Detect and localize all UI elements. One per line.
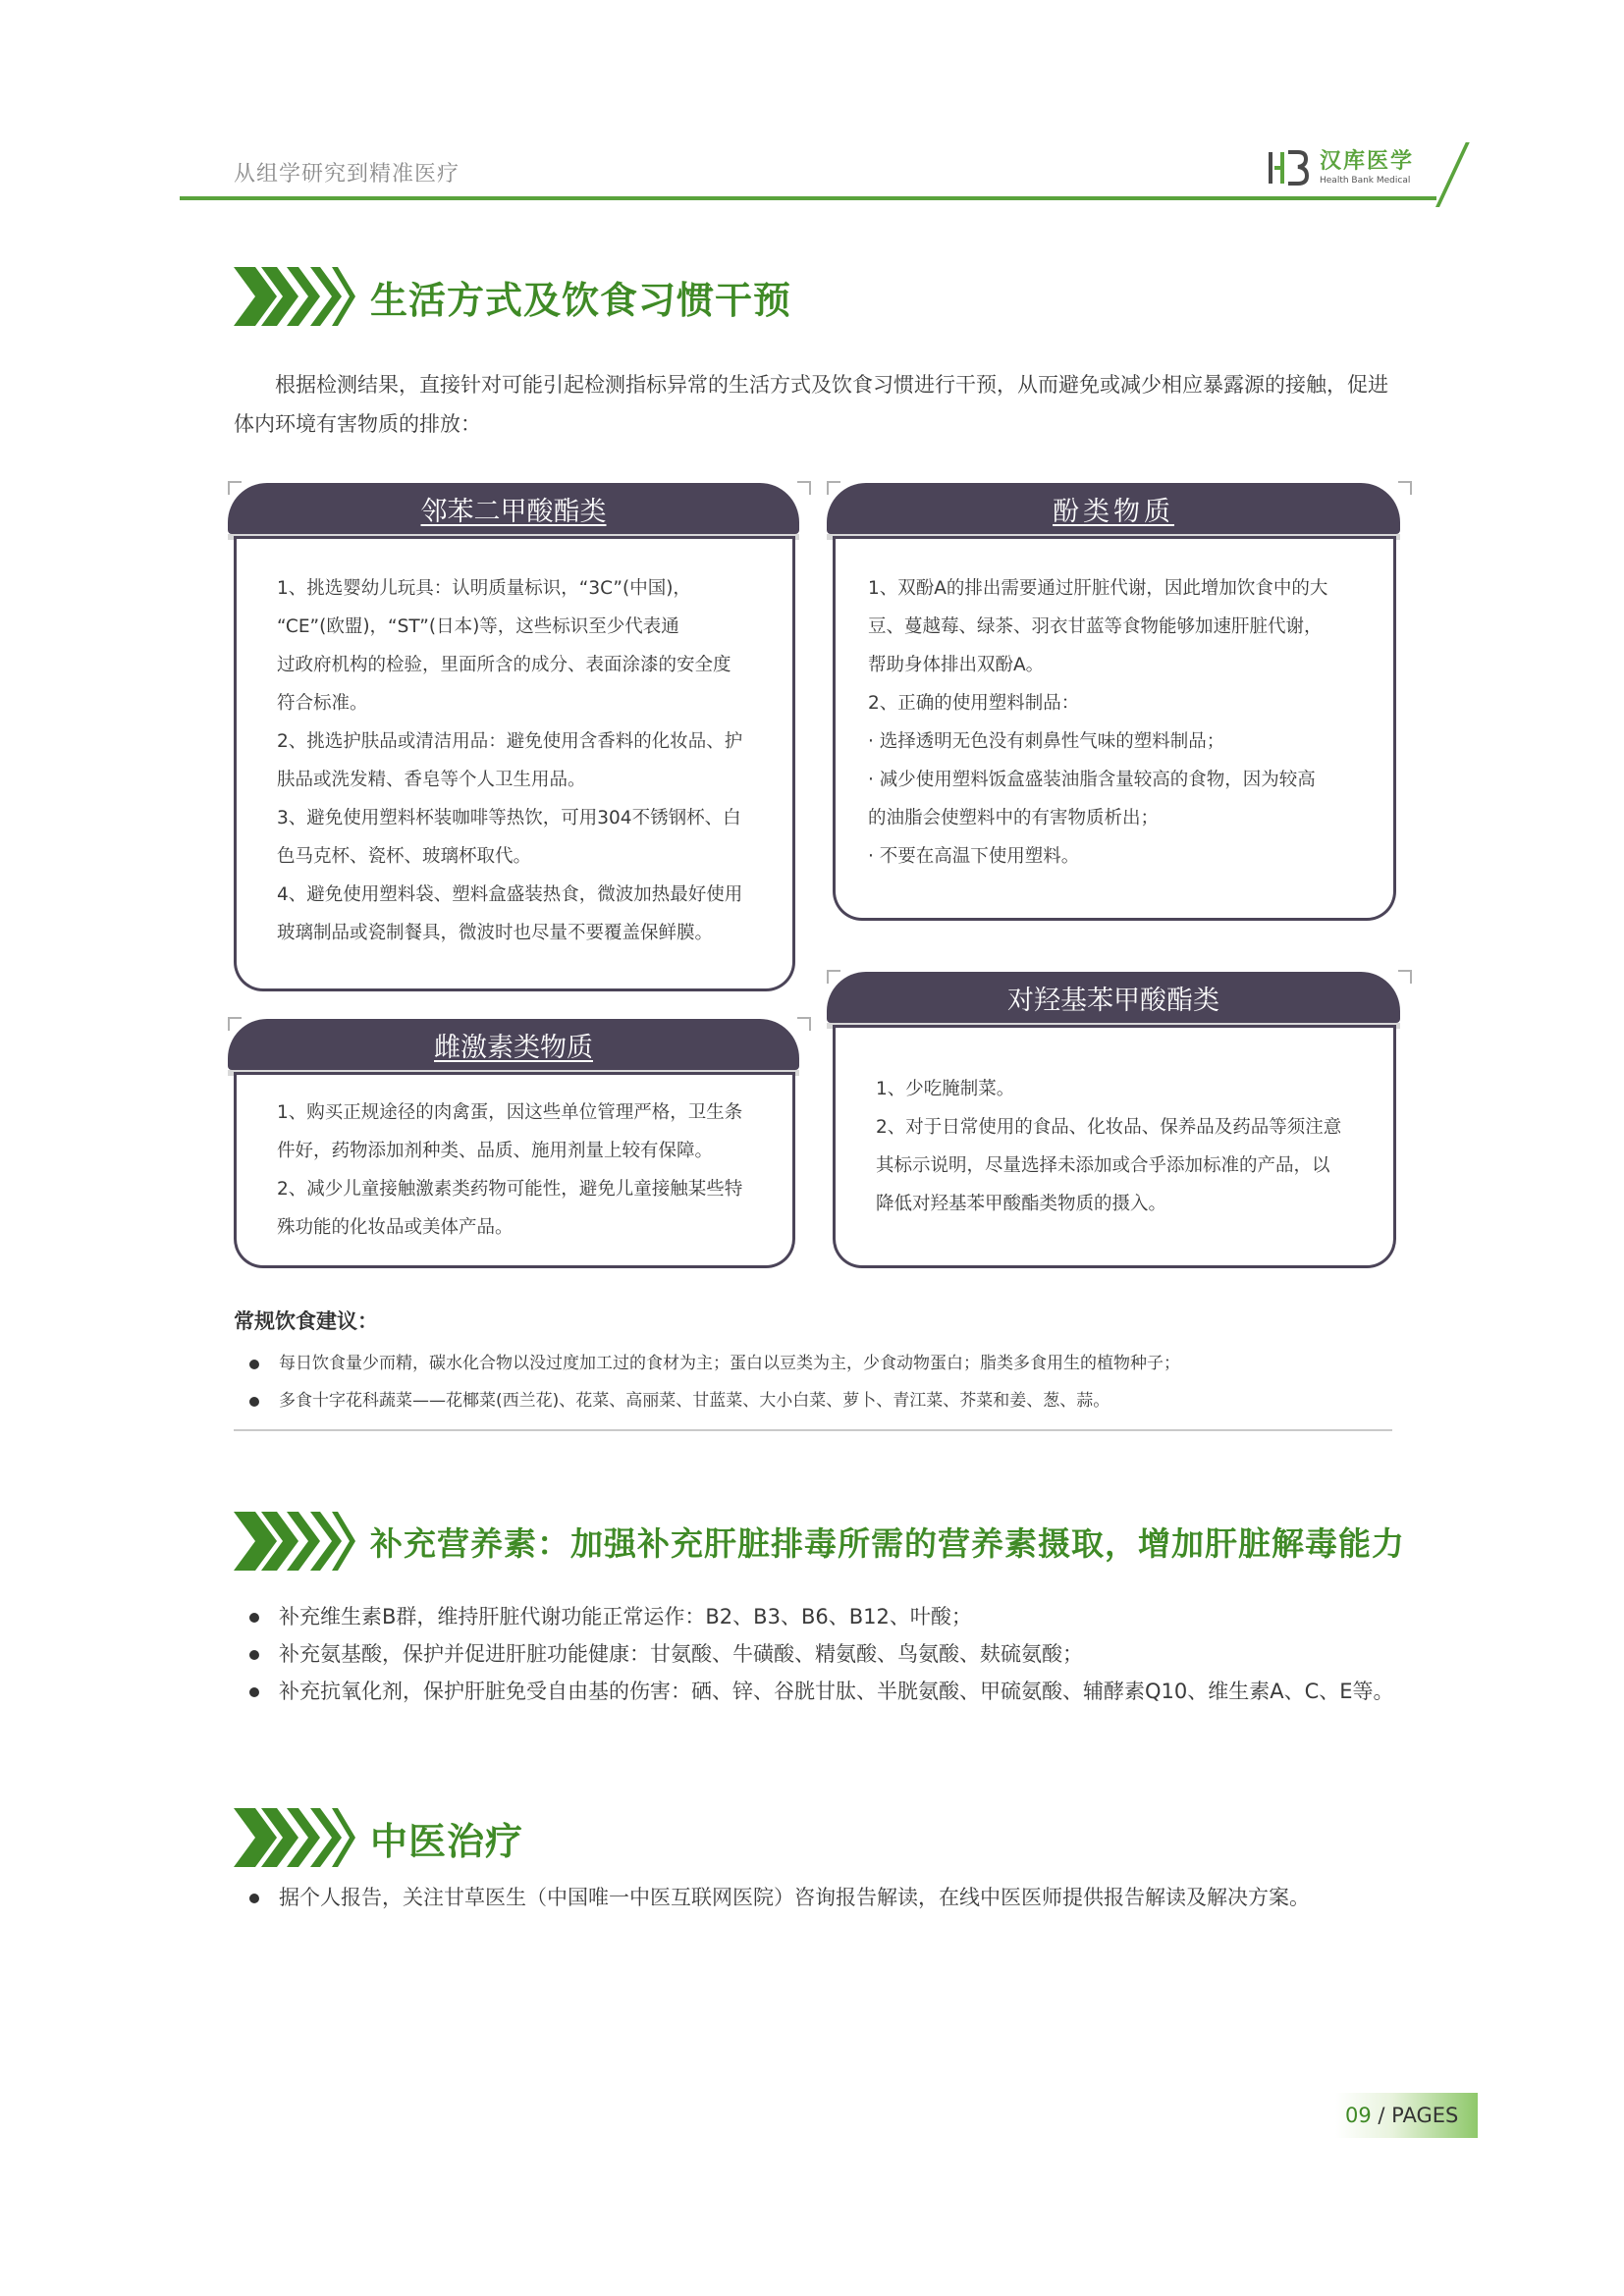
section-title: 中医治疗 (370, 1819, 524, 1863)
list-item: 补充氨基酸，保护并促进肝脏功能健康：甘氨酸、牛磺酸、精氨酸、鸟氨酸、麸硫氨酸； (247, 1635, 1406, 1673)
tcm-list (247, 1879, 1406, 1916)
logo-en-text: Health Bank Medical (1320, 175, 1411, 186)
card-line: 降低对羟基苯甲酸酯类物质的摄入。 (876, 1194, 1167, 1214)
card-line: · 选择透明无色没有刺鼻性气味的塑料制品； (868, 731, 1225, 752)
hb-logo-icon (1267, 148, 1310, 187)
card-line: · 减少使用塑料饭盒盛装油脂含量较高的食物，因为较高 (868, 770, 1316, 790)
card-body (277, 569, 778, 952)
card-body (876, 1070, 1386, 1223)
card-line: 4、避免使用塑料袋、塑料盒盛装热食，微波加热最好使用 (277, 884, 743, 905)
card-line: “CE”(欧盟)，“ST”(日本)等，这些标识至少代表通 (277, 616, 679, 637)
diet-title: 常规饮食建议： (234, 1309, 378, 1333)
nutrient-list (247, 1598, 1406, 1710)
section-heading-nutrients (234, 1512, 1405, 1571)
card-line: 的油脂会使塑料中的有害物质析出； (868, 808, 1160, 828)
card-header (827, 483, 1400, 534)
page-number (1335, 2093, 1478, 2138)
list-item: 多食十字花科蔬菜——花椰菜(西兰花)、花菜、高丽菜、甘蓝菜、大小白菜、萝卜、青江菜、芥菜和姜、葱、蒜。 (247, 1382, 1406, 1419)
logo-cn-text: 汉库医学 (1320, 148, 1415, 174)
section-title: 补充营养素：加强补充肝脏排毒所需的营养素摄取，增加肝脏解毒能力 (370, 1523, 1405, 1563)
list-item: 每日饮食量少而精，碳水化合物以没过度加工过的食材为主；蛋白以豆类为主，少食动物蛋白；脂类多食用生的植物种子； (247, 1345, 1406, 1382)
card-line: · 不要在高温下使用塑料。 (868, 846, 1080, 867)
intro-paragraph (234, 365, 1392, 444)
header-title: 从组学研究到精准医疗 (234, 162, 460, 187)
card-line: 件好，药物添加剂种类、品质、施用剂量上较有保障。 (277, 1141, 714, 1161)
chevrons-icon (234, 267, 356, 326)
card-line: 豆、蔓越莓、绿茶、羽衣甘蓝等食物能够加速肝脏代谢， (868, 616, 1323, 637)
card-header (228, 483, 799, 534)
card-title: 对羟基苯甲酸酯类 (1007, 985, 1219, 1016)
card-line: 肤品或洗发精、香皂等个人卫生用品。 (277, 770, 586, 790)
list-item: 补充维生素B群，维持肝脏代谢功能正常运作：B2、B3、B6、B12、叶酸； (247, 1598, 1406, 1635)
card-header (827, 972, 1400, 1023)
divider (234, 1429, 1392, 1431)
brand-logo (1267, 145, 1414, 190)
card-title: 酚类物质 (1053, 496, 1174, 527)
diet-list (247, 1345, 1406, 1419)
intro-text: 根据检测结果，直接针对可能引起检测指标异常的生活方式及饮食习惯进行干预，从而避免或减少相应暴露源的接触，促进体内环境有害物质的排放： (234, 373, 1388, 436)
card-line: 1、少吃腌制菜。 (876, 1079, 1015, 1099)
card-body (868, 569, 1379, 876)
section-heading-lifestyle (234, 267, 791, 326)
card-line: 1、双酚A的排出需要通过肝脏代谢，因此增加饮食中的大 (868, 578, 1328, 599)
card-line: 2、减少儿童接触激素类药物可能性，避免儿童接触某些特 (277, 1179, 743, 1200)
card-line: 3、避免使用塑料杯装咖啡等热饮，可用304不锈钢杯、白 (277, 808, 741, 828)
page-number-slash: / (1371, 2104, 1392, 2127)
section-title: 生活方式及饮食习惯干预 (370, 278, 792, 322)
list-item: 补充抗氧化剂，保护肝脏免受自由基的伤害：硒、锌、谷胱甘肽、半胱氨酸、甲硫氨酸、辅酵素Q10、维生素A、C、E等。 (247, 1673, 1406, 1710)
header-rule (180, 196, 1436, 200)
card-line: 其标示说明，尽量选择未添加或合乎添加标准的产品，以 (876, 1155, 1330, 1176)
card-line: 1、购买正规途径的肉禽蛋，因这些单位管理严格，卫生条 (277, 1102, 743, 1123)
card-line: 殊功能的化妆品或美体产品。 (277, 1217, 514, 1238)
chevrons-icon (234, 1512, 356, 1571)
page-number-label: PAGES (1391, 2104, 1459, 2127)
card-line: 过政府机构的检验，里面所含的成分、表面涂漆的安全度 (277, 655, 731, 675)
card-line: 色马克杯、瓷杯、玻璃杯取代。 (277, 846, 532, 867)
card-line: 2、挑选护肤品或清洁用品：避免使用含香料的化妆品、护 (277, 731, 743, 752)
card-line: 帮助身体排出双酚A。 (868, 655, 1045, 675)
card-title: 雌激素类物质 (434, 1032, 593, 1063)
card-body (277, 1094, 778, 1247)
card-title: 邻苯二甲酸酯类 (420, 496, 607, 527)
list-item: 据个人报告，关注甘草医生（中国唯一中医互联网医院）咨询报告解读，在线中医医师提供报告解读及解决方案。 (247, 1879, 1406, 1916)
card-line: 玻璃制品或瓷制餐具，微波时也尽量不要覆盖保鲜膜。 (277, 923, 714, 943)
section-heading-tcm (234, 1808, 523, 1867)
card-line: 2、正确的使用塑料制品： (868, 693, 1080, 714)
chevrons-icon (234, 1808, 356, 1867)
card-line: 符合标准。 (277, 693, 368, 714)
header-slash (1435, 142, 1470, 207)
card-header (228, 1019, 799, 1070)
page-number-value: 09 (1345, 2104, 1372, 2127)
card-line: 2、对于日常使用的食品、化妆品、保养品及药品等须注意 (876, 1117, 1342, 1138)
card-line: 1、挑选婴幼儿玩具：认明质量标识，“3C”(中国)， (277, 578, 691, 599)
